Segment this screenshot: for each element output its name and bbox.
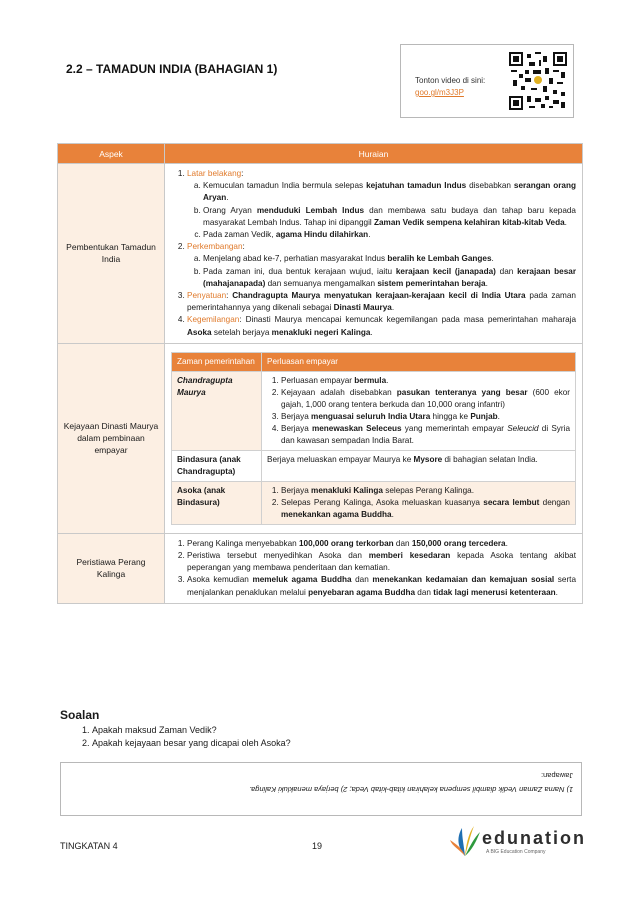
zaman-asoka: Asoka (anak Bindasura) [172, 481, 262, 524]
perluasan-bindasura: Berjaya meluaskan empayar Maurya ke Mysore di bahagian selatan India. [262, 450, 576, 481]
header-aspek: Aspek [58, 144, 165, 164]
zaman-chandragupta: Chandragupta Maurya [172, 371, 262, 450]
page-title: 2.2 – TAMADUN INDIA (BAHAGIAN 1) [66, 62, 278, 76]
aspek-pembentukan: Pembentukan Tamadun India [58, 164, 165, 344]
answer-box [60, 762, 582, 816]
aspek-kalinga: Peristiawa Perang Kalinga [58, 533, 165, 603]
list-item: b. Orang Aryan menduduki Lembah Indus dan membawa satu budaya dan tahap baru kepada masyarakat Lembah Indus. Tahap ini dipanggil Zaman Vedik sempena kelahiran kitab-kitab Veda. [203, 205, 576, 229]
huraian-kalinga [165, 533, 583, 603]
list-item: 1. Perluasan empayar bermula. [281, 375, 570, 387]
brand-logo [448, 822, 586, 858]
list-item: 2. Selepas Perang Kalinga, Asoka meluaskan kuasanya secara lembut dengan menekankan agama Buddha. [281, 497, 570, 521]
video-text [415, 75, 485, 99]
video-box [400, 44, 574, 118]
list-item: c. Pada zaman Vedik, agama Hindu dilahirkan. [203, 229, 576, 241]
list-item: 2. Perkembangan: a. Menjelang abad ke-7, perhatian masyarakat Indus beralih ke Lembah Ganges. b. Pada zaman ini, dua bentuk kerajaan wujud, iaitu kerajaan kecil (janapada) dan kerajaan besar (mahajanapada) dan semuanya mengamalkan sistem pemerintahan beraja. [187, 241, 576, 290]
zaman-bindasura: Bindasura (anak Chandragupta) [172, 450, 262, 481]
perluasan-chandragupta [262, 371, 576, 450]
list-item: 1. Perang Kalinga menyebabkan 100,000 orang terkorban dan 150,000 orang tercedera. [187, 538, 576, 550]
soalan-list [78, 724, 291, 750]
content-table [57, 143, 583, 604]
list-item: 4. Kegemilangan: Dinasti Maurya mencapai kemuncak kegemilangan pada masa pemerintahan maharaja Asoka setelah berjaya menakluki negeri Kalinga. [187, 314, 576, 338]
list-item: 4. Berjaya menewaskan Seleceus yang memerintah empayar Seleucid di Syria dan kawasan sempadan India Barat. [281, 423, 570, 447]
list-item: 3. Penyatuan: Chandragupta Maurya menyatukan kerajaan-kerajaan kecil di India Utara pada zaman pemerintahannya yang dikenali sebagai Dinasti Maurya. [187, 290, 576, 314]
list-item: a. Menjelang abad ke-7, perhatian masyarakat Indus beralih ke Lembah Ganges. [203, 253, 576, 265]
answer-text: 1) Nama Zaman Vedik diambil sempena kelahiran kitab-kitab Veda; 2) berjaya menakluki Kalinga. [248, 785, 573, 794]
qr-code-icon[interactable] [509, 49, 567, 113]
list-item: a. Kemuculan tamadun India bermula selepas kejatuhan tamadun Indus disebabkan serangan orang Aryan. [203, 180, 576, 204]
aspek-kejayaan: Kejayaan Dinasti Maurya dalam pembinaan empayar [58, 343, 165, 533]
list-item: 1. Latar belakang: a. Kemuculan tamadun India bermula selepas kejatuhan tamadun Indus disebabkan serangan orang Aryan. b. Orang Aryan menduduki Lembah Indus dan membawa satu budaya dan tahap baru kepada masyarakat Lembah Indus. Tahap ini dipanggil Zaman Vedik sempena kelahiran kitab-kitab Veda. c. Pada zaman Vedik, agama Hindu dilahirkan. [187, 168, 576, 241]
answer-label: Jawapan: [540, 771, 573, 780]
question-item: 2. Apakah kejayaan besar yang dicapai oleh Asoka? [92, 737, 291, 750]
list-item: 1. Berjaya menakluki Kalinga selepas Perang Kalinga. [281, 485, 570, 497]
list-item: 3. Asoka kemudian memeluk agama Buddha dan menekankan kedamaian dan kemajuan sosial serta menjalankan penaklukan melalui penyebaran agama Buddha dan tidak lagi menerusi ketenteraan. [187, 574, 576, 598]
page-number: 19 [312, 841, 323, 851]
inner-header-perluasan: Perluasan empayar [262, 352, 576, 371]
list-item: 2. Kejayaan adalah disebabkan pasukan tenteranya yang besar (600 ekor gajah, 1,000 orang tentera berkuda dan 10,000 orang infantri) [281, 387, 570, 411]
huraian-kejayaan [165, 343, 583, 533]
perluasan-asoka [262, 481, 576, 524]
list-item: 3. Berjaya menguasai seluruh India Utara hingga ke Punjab. [281, 411, 570, 423]
brand-name: edunation [482, 828, 586, 848]
header-huraian: Huraian [165, 144, 583, 164]
soalan-heading: Soalan [60, 708, 100, 722]
question-item: 1. Apakah maksud Zaman Vedik? [92, 724, 291, 737]
brand-tagline: A BIG Education Company [486, 849, 546, 855]
leaf-logo-icon [448, 822, 482, 858]
video-link[interactable]: goo.gl/m3J3P [415, 88, 464, 97]
inner-table [171, 352, 576, 525]
inner-header-zaman: Zaman pemerintahan [172, 352, 262, 371]
list-item: b. Pada zaman ini, dua bentuk kerajaan wujud, iaitu kerajaan kecil (janapada) dan kerajaan besar (mahajanapada) dan semuanya mengamalkan sistem pemerintahan beraja. [203, 266, 576, 290]
huraian-pembentukan [165, 164, 583, 344]
footer-tingkatan: TINGKATAN 4 [60, 841, 118, 851]
list-item: 2. Peristiwa tersebut menyedihkan Asoka dan memberi kesedaran kepada Asoka tentang akibat peperangan yang membawa penderitaan dan kematian. [187, 550, 576, 574]
video-label: Tonton video di sini: [415, 76, 486, 85]
